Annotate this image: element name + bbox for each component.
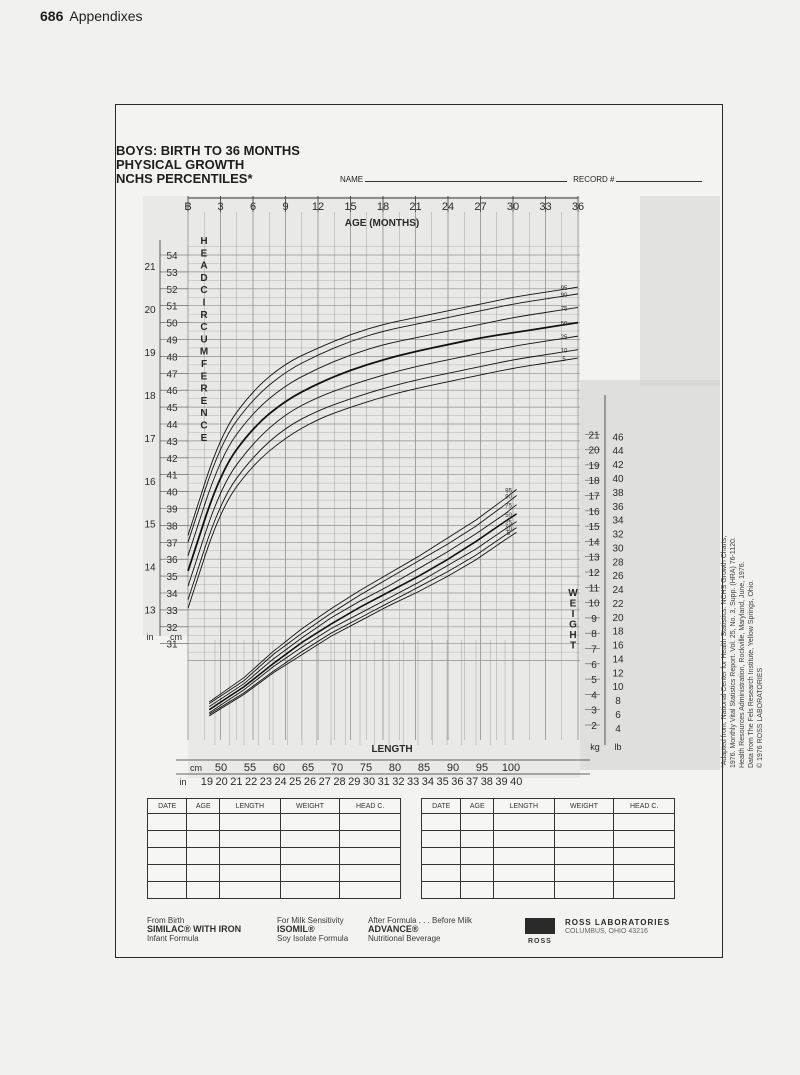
formula-when: After Formula . . . Before Milk <box>368 916 473 925</box>
weight-kg-tick-label: 4 <box>591 690 597 702</box>
table-cell[interactable] <box>614 882 675 899</box>
hc-cm-tick-label: 43 <box>166 436 178 448</box>
length-in-tick-label: 32 <box>392 776 405 788</box>
hc-title-letter: F <box>200 359 208 370</box>
weight-kg-tick-label: 8 <box>591 629 597 641</box>
length-cm-tick-label: 85 <box>417 762 431 774</box>
unit-lb-label: lb <box>614 742 622 752</box>
weight-title-letter: H <box>569 630 577 641</box>
weight-percentile-label-50: 50 <box>505 512 512 519</box>
age-tick-label: 36 <box>571 201 585 213</box>
credit-panel <box>640 196 720 386</box>
table-cell[interactable] <box>220 831 281 848</box>
unit-cm-length-label: cm <box>190 763 202 773</box>
length-in-tick-label: 25 <box>289 776 302 788</box>
table-cell[interactable] <box>461 814 494 831</box>
weight-kg-tick-label: 18 <box>588 476 600 488</box>
side-credit-line: *Adapted from: National Center for Health Statistics: NCHS Growth Charts, <box>721 535 728 768</box>
unit-in-label: in <box>146 632 154 642</box>
weight-kg-tick-label: 3 <box>591 705 597 717</box>
unit-kg-label: kg <box>590 742 600 752</box>
table-cell[interactable] <box>461 848 494 865</box>
length-cm-tick-label: 75 <box>359 762 373 774</box>
table-cell[interactable] <box>280 848 340 865</box>
hc-cm-tick-label: 47 <box>166 369 178 381</box>
table-cell[interactable] <box>280 831 340 848</box>
length-in-tick-label: 24 <box>274 776 287 788</box>
weight-kg-tick-label: 7 <box>591 644 597 656</box>
hc-percentile-label-75: 75 <box>560 306 568 313</box>
hc-title-letter: R <box>200 383 208 395</box>
hc-cm-tick-label: 50 <box>166 318 178 330</box>
weight-scale-panel <box>580 380 720 770</box>
table-cell[interactable] <box>461 882 494 899</box>
length-cm-tick-label: 65 <box>301 762 315 774</box>
hc-in-tick-label: 13 <box>144 605 156 617</box>
formula-name: SIMILAC® WITH IRON <box>147 924 242 934</box>
length-in-tick-label: 38 <box>480 776 493 788</box>
hc-percentile-label-25: 25 <box>560 335 568 342</box>
hc-percentile-label-90: 90 <box>560 292 568 299</box>
weight-percentile-label-10: 10 <box>505 526 512 533</box>
hc-title-letter: H <box>200 236 208 247</box>
length-cm-tick-label: 100 <box>501 762 521 774</box>
weight-kg-tick-label: 17 <box>588 491 600 503</box>
table-row <box>148 814 401 831</box>
formula-isomil <box>277 916 348 943</box>
table-cell[interactable] <box>220 814 281 831</box>
length-in-tick-label: 36 <box>451 776 464 788</box>
side-credit <box>720 536 765 768</box>
weight-kg-tick-label: 20 <box>588 445 600 457</box>
page-section: Appendixes <box>69 8 143 24</box>
length-in-tick-label: 33 <box>407 776 420 788</box>
length-cm-tick-label: 70 <box>330 762 344 774</box>
weight-lb-tick-label: 40 <box>612 473 624 485</box>
hc-title-letter: I <box>202 297 206 309</box>
manufacturer-name: ROSS LABORATORIES <box>565 918 671 927</box>
hc-title-letter: U <box>200 334 208 346</box>
table-cell[interactable] <box>494 882 555 899</box>
hc-cm-tick-label: 42 <box>166 453 178 465</box>
weight-lb-tick-label: 44 <box>612 446 624 458</box>
table-row <box>422 882 675 899</box>
weight-lb-tick-label: 26 <box>612 571 624 583</box>
weight-title-letter: T <box>569 640 577 652</box>
age-tick-label: 21 <box>409 201 422 213</box>
hc-cm-tick-label: 53 <box>166 267 178 279</box>
age-tick-label: 3 <box>217 201 224 213</box>
weight-percentile-label-90: 90 <box>505 494 512 501</box>
table-cell[interactable] <box>220 848 281 865</box>
length-in-tick-label: 31 <box>377 776 390 788</box>
hc-title-letter: C <box>200 420 208 432</box>
formula-when: For Milk Sensitivity <box>277 916 344 925</box>
table-cell[interactable] <box>422 814 461 831</box>
table-cell[interactable] <box>614 831 675 848</box>
weight-kg-tick-label: 15 <box>588 522 600 534</box>
weight-lb-tick-label: 32 <box>612 529 624 541</box>
table-cell[interactable] <box>148 831 187 848</box>
unit-in-length-label: in <box>179 777 187 787</box>
hc-cm-tick-label: 31 <box>166 639 178 651</box>
hc-cm-tick-label: 51 <box>166 301 178 313</box>
length-in-tick-label: 39 <box>495 776 508 788</box>
length-in-tick-label: 35 <box>436 776 449 788</box>
table-cell[interactable] <box>554 865 614 882</box>
unit-cm-label: cm <box>170 632 182 642</box>
ross-logo-text: ROSS <box>528 938 552 945</box>
length-in-tick-label: 19 <box>200 776 214 788</box>
hc-cm-tick-label: 45 <box>166 403 178 415</box>
table-cell[interactable] <box>422 865 461 882</box>
weight-lb-tick-label: 42 <box>612 460 624 472</box>
length-cm-tick-label: 50 <box>214 762 228 774</box>
hc-title-letter: E <box>200 432 208 444</box>
ross-logo-mark <box>525 918 555 934</box>
side-credit-line: Data from The Fels Research Institute, Yellow Springs, Ohio. <box>748 579 755 768</box>
chart-title-line-2: PHYSICAL GROWTH <box>116 157 245 172</box>
weight-kg-tick-label: 2 <box>591 721 597 732</box>
table-cell[interactable] <box>148 814 187 831</box>
table-cell[interactable] <box>494 814 555 831</box>
weight-lb-tick-label: 30 <box>612 543 624 555</box>
measurement-table-left <box>147 798 401 899</box>
table-cell[interactable] <box>340 882 401 899</box>
table-cell[interactable] <box>554 848 614 865</box>
length-cm-tick-label: 55 <box>243 762 257 774</box>
weight-lb-tick-label: 8 <box>615 696 621 708</box>
table-cell[interactable] <box>422 831 461 848</box>
formula-name: ADVANCE® <box>368 924 419 934</box>
weight-lb-tick-label: 6 <box>615 709 621 721</box>
table-cell[interactable] <box>187 848 220 865</box>
weight-lb-tick-label: 46 <box>612 432 624 444</box>
hc-cm-tick-label: 40 <box>166 487 178 499</box>
weight-kg-tick-label: 10 <box>588 598 600 610</box>
hc-in-tick-label: 21 <box>144 262 156 274</box>
weight-percentile-label-25: 25 <box>505 520 512 527</box>
col-head-c: HEAD C. <box>340 799 401 814</box>
hc-cm-tick-label: 54 <box>166 251 178 262</box>
length-in-tick-label: 37 <box>465 776 479 788</box>
weight-lb-tick-label: 10 <box>612 682 624 694</box>
table-row <box>422 865 675 882</box>
formula-desc: Soy Isolate Formula <box>277 934 349 943</box>
table-cell[interactable] <box>494 831 555 848</box>
formula-when: From Birth <box>147 916 185 925</box>
weight-kg-tick-label: 9 <box>591 613 597 625</box>
age-tick-label: 6 <box>249 201 257 213</box>
table-cell[interactable] <box>422 848 461 865</box>
table-cell[interactable] <box>148 882 187 899</box>
weight-kg-tick-label: 19 <box>588 460 600 472</box>
table-row <box>148 882 401 899</box>
side-credit-line: © 1976 ROSS LABORATORIES <box>757 667 764 768</box>
hc-title-letter: M <box>199 346 209 358</box>
hc-title-letter: D <box>200 272 208 284</box>
age-tick-label: 24 <box>441 201 455 213</box>
weight-kg-tick-label: 13 <box>588 552 600 564</box>
hc-cm-tick-label: 34 <box>166 589 178 600</box>
col-weight: WEIGHT <box>554 799 614 814</box>
table-cell[interactable] <box>614 865 675 882</box>
table-cell[interactable] <box>187 865 220 882</box>
table-cell[interactable] <box>554 831 614 848</box>
col-age: AGE <box>187 799 220 814</box>
table-cell[interactable] <box>554 814 614 831</box>
weight-lb-tick-label: 16 <box>612 640 624 652</box>
hc-in-tick-label: 14 <box>144 562 156 574</box>
table-cell[interactable] <box>280 814 340 831</box>
hc-title-letter: C <box>200 285 208 297</box>
table-cell[interactable] <box>187 882 220 899</box>
table-row <box>148 848 401 865</box>
weight-lb-tick-label: 38 <box>612 487 624 499</box>
table-cell[interactable] <box>148 848 187 865</box>
hc-title-letter: N <box>200 408 208 420</box>
table-row <box>422 814 675 831</box>
hc-cm-tick-label: 36 <box>166 555 178 567</box>
hc-title-letter: E <box>200 395 208 407</box>
page-number: 686 <box>40 8 64 24</box>
length-in-tick-label: 21 <box>230 776 243 788</box>
table-cell[interactable] <box>494 848 555 865</box>
length-cm-tick-label: 80 <box>388 762 402 774</box>
col-length: LENGTH <box>494 799 555 814</box>
table-row <box>422 831 675 848</box>
hc-percentile-label-10: 10 <box>560 348 568 355</box>
hc-cm-tick-label: 48 <box>166 352 178 364</box>
weight-lb-tick-label: 18 <box>612 626 624 638</box>
table-cell[interactable] <box>187 831 220 848</box>
formula-desc: Nutritional Beverage <box>368 934 441 943</box>
hc-cm-tick-label: 52 <box>166 284 178 296</box>
weight-kg-tick-label: 16 <box>588 506 600 518</box>
table-row <box>148 865 401 882</box>
length-in-tick-label: 23 <box>259 776 272 788</box>
length-in-tick-label: 40 <box>510 776 523 788</box>
hc-cm-tick-label: 46 <box>166 386 178 398</box>
age-tick-label: B <box>184 201 192 213</box>
length-in-tick-label: 30 <box>362 776 376 788</box>
weight-percentile-label-95: 95 <box>505 488 512 495</box>
hc-cm-tick-label: 37 <box>166 538 178 550</box>
hc-percentile-label-95: 95 <box>560 286 568 293</box>
length-in-tick-label: 34 <box>421 776 435 788</box>
length-cm-tick-label: 90 <box>446 762 460 774</box>
weight-kg-tick-label: 12 <box>588 568 600 579</box>
weight-kg-tick-label: 6 <box>591 659 597 671</box>
hc-cm-tick-label: 38 <box>166 521 178 533</box>
weight-percentile-label-5: 5 <box>506 531 511 538</box>
length-in-tick-label: 22 <box>244 776 258 788</box>
formula-similac <box>147 916 241 943</box>
hc-title-letter: E <box>200 248 208 260</box>
table-header-row <box>422 799 675 814</box>
manufacturer-city: COLUMBUS, OHIO 43216 <box>565 928 648 935</box>
weight-lb-tick-label: 36 <box>612 501 624 513</box>
table-cell[interactable] <box>554 882 614 899</box>
age-axis-title: AGE (MONTHS) <box>344 218 420 229</box>
hc-in-tick-label: 18 <box>144 390 156 402</box>
hc-cm-tick-label: 35 <box>166 572 178 584</box>
weight-lb-tick-label: 34 <box>612 515 624 527</box>
weight-lb-tick-label: 22 <box>612 598 624 610</box>
hc-in-tick-label: 16 <box>144 476 156 488</box>
hc-in-tick-label: 19 <box>144 348 156 360</box>
col-weight: WEIGHT <box>280 799 340 814</box>
table-cell[interactable] <box>614 848 675 865</box>
age-tick-label: 33 <box>539 201 552 213</box>
table-cell[interactable] <box>187 814 220 831</box>
weight-title-letter: W <box>568 588 578 599</box>
weight-title-letter: E <box>569 598 577 610</box>
table-cell[interactable] <box>148 865 187 882</box>
side-credit-line: 1976. Monthly Vital Statistics Report. Vol. 25, No. 3, Supp. (HRA) 76-1120. <box>730 537 737 768</box>
formula-advance <box>368 916 472 943</box>
table-cell[interactable] <box>461 865 494 882</box>
hc-percentile-label-5: 5 <box>562 357 566 364</box>
length-in-tick-label: 28 <box>333 776 346 788</box>
weight-percentile-label-75: 75 <box>505 503 512 510</box>
table-cell[interactable] <box>340 814 401 831</box>
hc-cm-tick-label: 32 <box>166 622 178 634</box>
table-row <box>422 848 675 865</box>
chart-title-line-3: NCHS PERCENTILES* <box>116 171 253 186</box>
hc-title-letter: A <box>200 260 208 272</box>
measurement-table-right <box>421 798 675 899</box>
hc-in-tick-label: 17 <box>144 433 156 445</box>
table-cell[interactable] <box>340 831 401 848</box>
table-cell[interactable] <box>280 882 340 899</box>
length-cm-tick-label: 95 <box>475 762 489 774</box>
table-cell[interactable] <box>461 831 494 848</box>
weight-kg-tick-label: 11 <box>588 583 600 595</box>
col-age: AGE <box>461 799 494 814</box>
name-label: NAME <box>340 175 364 184</box>
length-in-tick-label: 27 <box>318 776 331 788</box>
table-cell[interactable] <box>280 865 340 882</box>
age-tick-label: 12 <box>311 201 325 213</box>
hc-title-letter: R <box>200 309 208 321</box>
age-tick-label: 30 <box>506 201 520 213</box>
col-length: LENGTH <box>220 799 281 814</box>
length-in-tick-label: 29 <box>348 776 361 788</box>
hc-in-tick-label: 20 <box>144 305 156 317</box>
age-tick-label: 15 <box>344 201 357 213</box>
hc-cm-tick-label: 44 <box>166 420 178 431</box>
length-cm-tick-label: 60 <box>272 762 286 774</box>
formula-desc: Infant Formula <box>147 934 199 943</box>
hc-cm-tick-label: 49 <box>166 335 178 347</box>
age-tick-label: 9 <box>282 201 289 213</box>
length-axis-title: LENGTH <box>371 744 413 755</box>
hc-title-letter: E <box>200 371 208 383</box>
table-cell[interactable] <box>494 865 555 882</box>
formula-name: ISOMIL® <box>277 924 315 934</box>
col-head-c: HEAD C. <box>614 799 675 814</box>
length-in-tick-label: 20 <box>215 776 228 788</box>
table-cell[interactable] <box>340 848 401 865</box>
table-row <box>148 831 401 848</box>
table-cell[interactable] <box>220 882 281 899</box>
weight-kg-tick-label: 5 <box>591 675 597 687</box>
hc-title-letter: C <box>200 322 208 334</box>
chart-title-line-1: BOYS: BIRTH TO 36 MONTHS <box>116 143 300 158</box>
length-in-tick-label: 26 <box>303 776 317 788</box>
weight-kg-tick-label: 21 <box>588 430 600 442</box>
weight-lb-tick-label: 14 <box>612 654 624 666</box>
hc-cm-tick-label: 39 <box>166 504 178 516</box>
side-credit-line: Health Resources Administration, Rockville, Maryland, June, 1976. <box>739 561 746 768</box>
hc-cm-tick-label: 33 <box>166 605 178 617</box>
weight-title-letter: I <box>571 609 575 620</box>
hc-cm-tick-label: 41 <box>166 470 178 482</box>
table-cell[interactable] <box>614 814 675 831</box>
table-cell[interactable] <box>220 865 281 882</box>
table-cell[interactable] <box>340 865 401 882</box>
table-cell[interactable] <box>422 882 461 899</box>
col-date: DATE <box>422 799 461 814</box>
weight-kg-tick-label: 14 <box>588 537 600 549</box>
hc-in-tick-label: 15 <box>144 519 156 531</box>
table-header-row <box>148 799 401 814</box>
weight-title-letter: G <box>569 619 577 631</box>
weight-lb-tick-label: 28 <box>612 557 624 569</box>
hc-percentile-label-50: 50 <box>560 321 568 328</box>
weight-lb-tick-label: 24 <box>612 585 624 597</box>
record-label: RECORD # <box>573 175 615 184</box>
age-tick-label: 18 <box>376 201 390 213</box>
weight-lb-tick-label: 12 <box>612 668 624 680</box>
col-date: DATE <box>148 799 187 814</box>
weight-lb-tick-label: 20 <box>612 612 624 624</box>
weight-lb-tick-label: 4 <box>615 723 621 735</box>
age-tick-label: 27 <box>474 201 487 213</box>
